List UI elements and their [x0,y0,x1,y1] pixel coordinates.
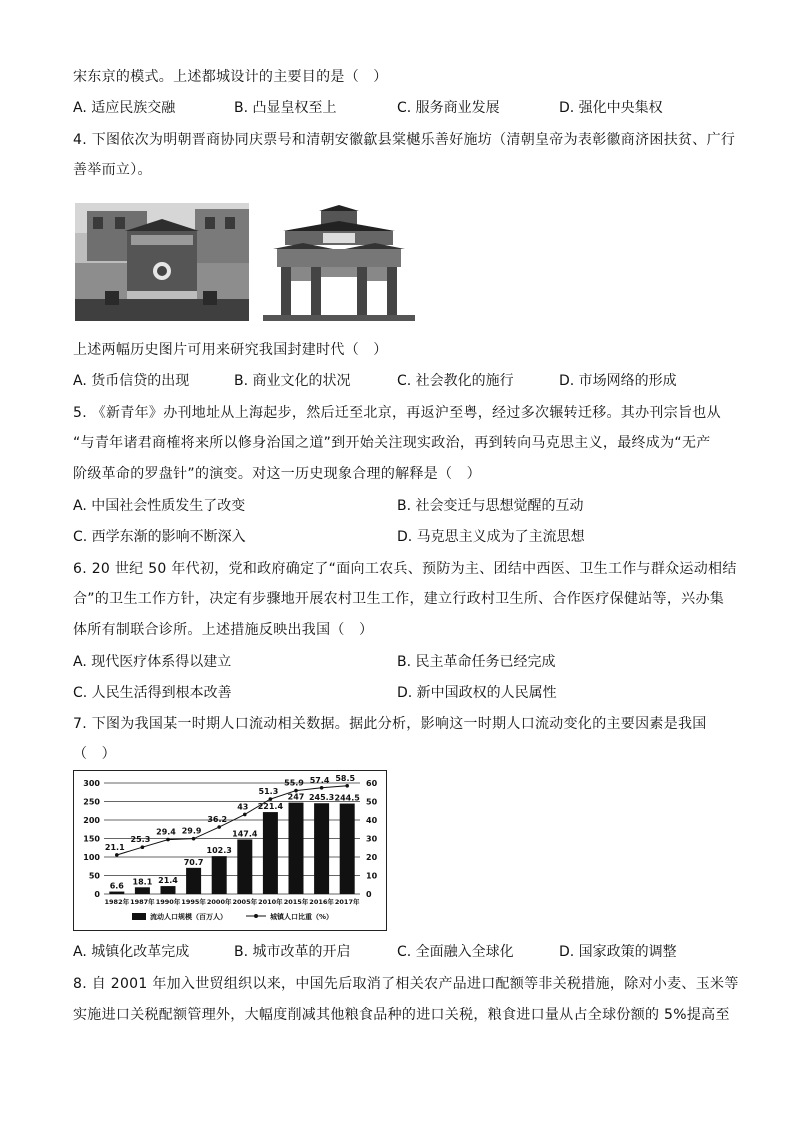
category-label: 2015年 [283,898,309,906]
category-label: 2000年 [206,898,232,906]
left-tick-label: 300 [83,779,100,788]
line-point [141,845,145,849]
line-value-label: 21.1 [104,842,125,852]
right-tick-label: 40 [366,816,378,825]
bar-value-label: 244.5 [334,793,360,803]
q8-line1: 8. 自 2001 年加入世贸组织以来，中国先后取消了相关农产品进口配额等非关税措施，除对小麦、玉米等 [73,976,739,992]
line-value-label: 51.3 [258,787,279,797]
bar-value-label: 247 [287,792,305,802]
right-tick-label: 0 [366,890,372,899]
piaohao-photo [75,203,249,321]
category-label: 2016年 [309,898,334,906]
q7-option-a: A. 城镇化改革完成 [73,944,190,960]
q4-option-b: B. 商业文化的状况 [234,373,351,389]
bar [289,803,304,894]
q5-option-b: B. 社会变迁与思想觉醒的互动 [397,498,584,514]
q7-option-b: B. 城市改革的开启 [234,944,351,960]
bar [237,839,252,894]
population-chart [73,770,387,931]
q5-option-a: A. 中国社会性质发生了改变 [73,498,246,514]
q3-option-d: D. 强化中央集权 [559,100,663,116]
left-tick-label: 100 [83,853,100,862]
bar [212,856,227,894]
line-point [217,825,221,829]
line-value-label: 43 [237,802,249,812]
bar [314,803,329,894]
bar-value-label: 245.3 [308,793,335,803]
right-tick-label: 30 [366,834,378,844]
q5-line2: “与青年诸君商榷将来所以修身治国之道”到开始关注现实政治，再到转向马克思主义，最终成为“无产 [73,435,711,451]
line-point [192,837,196,841]
bar [135,887,150,894]
bar-value-label: 102.3 [206,846,232,856]
line-value-label: 55.9 [284,778,304,788]
category-label: 1987年 [130,898,155,906]
q4-question: 上述两幅历史图片可用来研究我国封建时代（ ） [73,342,388,358]
category-label: 1990年 [155,898,181,906]
line-value-label: 29.9 [181,826,202,836]
line-point [115,853,119,857]
q4-stem-line2: 善举而立）。 [73,162,152,178]
line-value-label: 25.3 [130,835,151,845]
q6-option-b: B. 民主革命任务已经完成 [397,654,556,670]
right-tick-label: 20 [366,853,378,862]
q3-option-b: B. 凸显皇权至上 [234,100,337,116]
line-point [345,784,349,788]
legend-line-marker [254,914,258,918]
left-tick-label: 50 [88,871,100,881]
line-value-label: 29.4 [156,827,176,837]
line-point [320,786,324,790]
legend-bar-swatch [132,913,146,920]
bar-value-label: 221.4 [257,802,284,812]
category-label: 1982年 [104,898,130,906]
q4-option-a: A. 货币信贷的出现 [73,373,190,389]
line-value-label: 57.4 [309,775,330,785]
line-point [166,838,170,842]
population-chart-svg [74,771,388,932]
q3-option-a: A. 适应民族交融 [73,100,176,116]
right-tick-label: 10 [366,871,378,881]
bar [263,812,278,894]
bar [161,886,176,894]
q4-stem-line1: 4. 下图依次为明朝晋商协同庆票号和清朝安徽歙县棠樾乐善好施坊（清朝皇帝为表彰徽商济困扶贫、广行 [73,132,736,148]
category-label: 2005年 [232,898,258,906]
bar-value-label: 147.4 [232,829,258,839]
bar-value-label: 18.1 [132,877,153,887]
bar-value-label: 6.6 [109,881,124,891]
q4-option-c: C. 社会教化的施行 [397,373,514,389]
legend-line-label: 城镇人口比重（%） [270,913,334,921]
q6-option-c: C. 人民生活得到根本改善 [73,685,232,701]
line-value-label: 36.2 [207,815,228,825]
q6-line3: 体所有制联合诊所。上述措施反映出我国（ ） [73,622,374,638]
bar-value-label: 21.4 [158,876,178,886]
q3-stem-tail: 宋东京的模式。上述都城设计的主要目的是（ ） [73,69,388,85]
right-tick-label: 50 [366,797,378,807]
q6-line2: 合”的卫生工作方针，决定有步骤地开展农村卫生工作，建立行政村卫生所、合作医疗保健站等，兴办集 [73,591,725,607]
category-label: 2010年 [258,898,283,906]
bar [109,892,124,894]
q3-option-c: C. 服务商业发展 [397,100,500,116]
q5-option-d: D. 马克思主义成为了主流思想 [397,529,585,545]
q5-line1: 5. 《新青年》办刊地址从上海起步，然后迁至北京，再返沪至粤，经过多次辗转迁移。其办刊宗旨也从 [73,405,721,421]
q8-line2: 实施进口关税配额管理外，大幅度削减其他粮食品种的进口关税，粮食进口量从占全球份额的 5%提高至 [73,1007,730,1023]
bar [340,804,355,894]
left-tick-label: 150 [83,834,100,844]
line-point [243,813,247,817]
q7-line2: （ ） [73,746,116,762]
q6-line1: 6. 20 世纪 50 年代初，党和政府确定了“面向工农兵、预防为主、团结中西医、卫生工作与群众运动相结 [73,561,737,577]
category-label: 1995年 [181,898,206,906]
bar-value-label: 70.7 [183,857,204,867]
right-tick-label: 60 [366,779,378,788]
left-tick-label: 250 [83,797,100,807]
q6-option-d: D. 新中国政权的人民属性 [397,685,557,701]
q6-option-a: A. 现代医疗体系得以建立 [73,654,232,670]
q5-option-c: C. 西学东渐的影响不断深入 [73,529,246,545]
q7-line1: 7. 下图为我国某一时期人口流动相关数据。据此分析，影响这一时期人口流动变化的主要因素是我国 [73,716,707,732]
archway-photo [263,203,415,321]
line-point [294,789,298,793]
left-tick-label: 0 [94,890,100,899]
category-label: 2017年 [334,898,360,906]
line-value-label: 58.5 [335,773,356,783]
q7-option-d: D. 国家政策的调整 [559,944,677,960]
q5-line3: 阶级革命的罗盘针”的演变。对这一历史现象合理的解释是（ ） [73,466,481,482]
bar [186,868,201,894]
q4-option-d: D. 市场网络的形成 [559,373,677,389]
q7-option-c: C. 全面融入全球化 [397,944,514,960]
left-tick-label: 200 [83,816,100,825]
line-point [269,797,273,801]
legend-bar-label: 流动人口规模（百万人） [150,913,227,921]
